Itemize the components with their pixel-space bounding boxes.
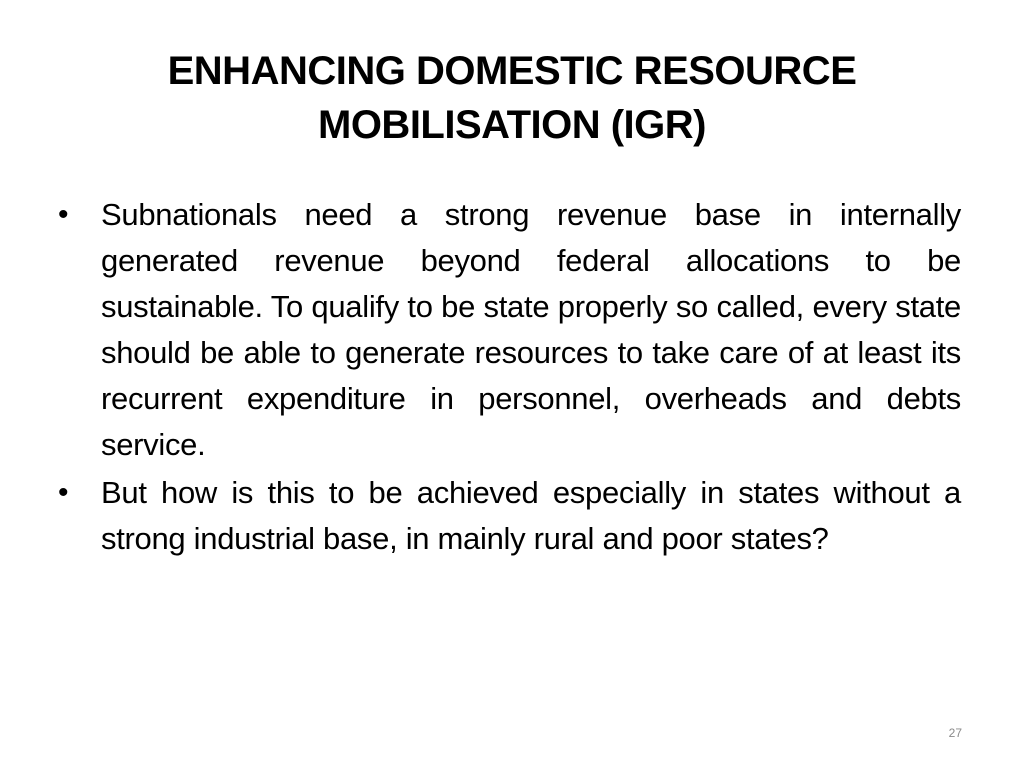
bullet-icon: • — [58, 476, 69, 509]
slide-title: ENHANCING DOMESTIC RESOURCE MOBILISATION (IGR) — [167, 49, 857, 147]
page-number: 27 — [948, 726, 962, 740]
bullet-item-1 — [58, 192, 961, 468]
bullet-icon: • — [58, 198, 69, 231]
bullet-list — [58, 192, 961, 564]
bullet-item-2 — [58, 470, 961, 562]
bullet-text: Subnationals need a strong revenue base in internally generated revenue beyond federal allocations to be sustainable. To qualify to be state properly so called, every state should be able to generate resources to take care of at least its recurrent expenditure in personnel, overheads and debts service. — [101, 197, 961, 462]
bullet-text: But how is this to be achieved especially in states without a strong industrial base, in mainly rural and poor states? — [101, 475, 961, 556]
